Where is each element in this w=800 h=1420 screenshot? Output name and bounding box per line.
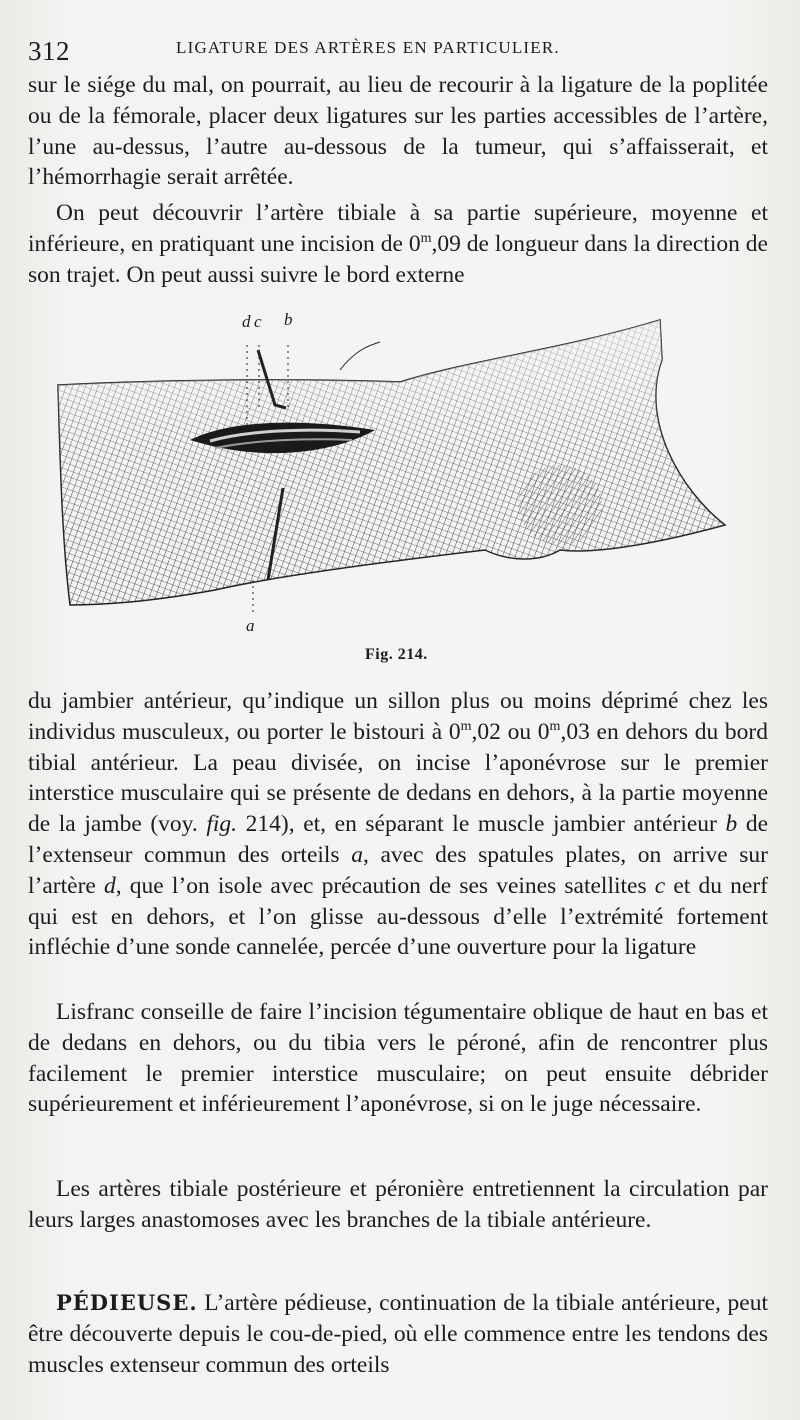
paragraph-3-part: ,02 ou 0 <box>471 718 550 745</box>
superscript-m: m <box>420 230 432 246</box>
anatomical-figure <box>40 300 760 645</box>
paragraph-3-part: de l’extenseur commun des orteils <box>28 811 769 868</box>
letter-reference-d: d <box>104 872 116 899</box>
paragraph-2-text-b: ,09 de longueur dans la direction de son trajet. On peut aussi suivre le bord externe <box>28 230 768 288</box>
paragraph-1: sur le siége du mal, on pourrait, au lieu de recourir à la ligature de la poplitée ou de la fémorale, placer deux ligatures sur les parties accessibles de l’artère, l’une au-dessus, l’autre au-dessous de la tumeur, qui s’affaisserait, et l’hémorrhagie serait arrêtée. <box>28 72 768 191</box>
superscript-m: m <box>549 718 561 734</box>
letter-reference-c: c <box>654 872 666 899</box>
paragraph-5: Les artères tibiale postérieure et péronière entretiennent la circulation par leurs larges anastomoses avec les branches de la tibiale antérieure. <box>28 1176 768 1233</box>
figure-label-b: b <box>284 310 293 329</box>
running-header <box>28 30 760 70</box>
running-title: LIGATURE DES ARTÈRES EN PARTICULIER. <box>176 38 560 57</box>
figure-reference: fig. <box>206 811 238 838</box>
paragraph-3-part: ,03 en dehors du bord tibial antérieur. La peau divisée, on incise l’aponévrose sur le premier interstice musculaire qui se présente de dedans en dehors, à la partie moyenne de la jambe (voy. <box>28 718 769 838</box>
paragraph-4: Lisfranc conseille de faire l’incision tégumentaire oblique de haut en bas et de dedans en dehors, ou du tibia vers le péroné, afin de rencontrer plus facilement le premier interstice musculaire; on peut ensuite débrider supérieurement et inférieurement l’aponévrose, si on le juge nécessaire. <box>28 999 768 1118</box>
paragraph-6 <box>28 1288 768 1380</box>
superscript-m: m <box>460 718 472 734</box>
letter-reference-b: b <box>725 811 738 838</box>
figure-caption: Fig. 214. <box>365 646 428 663</box>
paragraph-3-part: , que l’on isole avec précaution de ses veines satellites <box>115 872 655 899</box>
figure-label-d: d <box>242 312 251 331</box>
malleolus-shape <box>518 465 602 545</box>
figure-label-a: a <box>246 616 255 635</box>
paragraph-3 <box>28 686 768 963</box>
paragraph-6-text: L’artère pédieuse, continuation de la tibiale antérieure, peut être découverte depuis le cou-de-pied, où elle commence entre les tendons des muscles extenseur commun des orteils <box>28 1290 768 1378</box>
paragraph-3-part: 214), et, en séparant le muscle jambier antérieur <box>237 811 726 838</box>
paragraph-2 <box>28 198 768 290</box>
paragraph-3-part: du jambier antérieur, qu’indique un sillon plus ou moins déprimé chez les individus musculeux, ou porter le bistouri à 0 <box>28 688 768 745</box>
paragraph-2-text-a: On peut découvrir l’artère tibiale à sa partie supérieure, moyenne et inférieure, en pratiquant une incision de 0 <box>28 200 768 257</box>
paragraph-3-part: et du nerf qui est en dehors, et l’on glisse au-dessous d’elle l’extrémité fortement infléchie d’une sonde cannelée, percée d’une ouverture pour la ligature <box>28 872 768 961</box>
page-number: 312 <box>28 36 70 66</box>
ligature-thread <box>340 342 380 370</box>
letter-reference-a: a <box>351 841 363 868</box>
paragraph-3-part: , avec des spatules plates, on arrive sur l’artère <box>28 841 769 899</box>
figure-label-c: c <box>254 312 262 331</box>
section-heading-pedieuse: PÉDIEUSE. <box>56 1290 198 1315</box>
leg-engraving-illustration <box>40 300 760 645</box>
